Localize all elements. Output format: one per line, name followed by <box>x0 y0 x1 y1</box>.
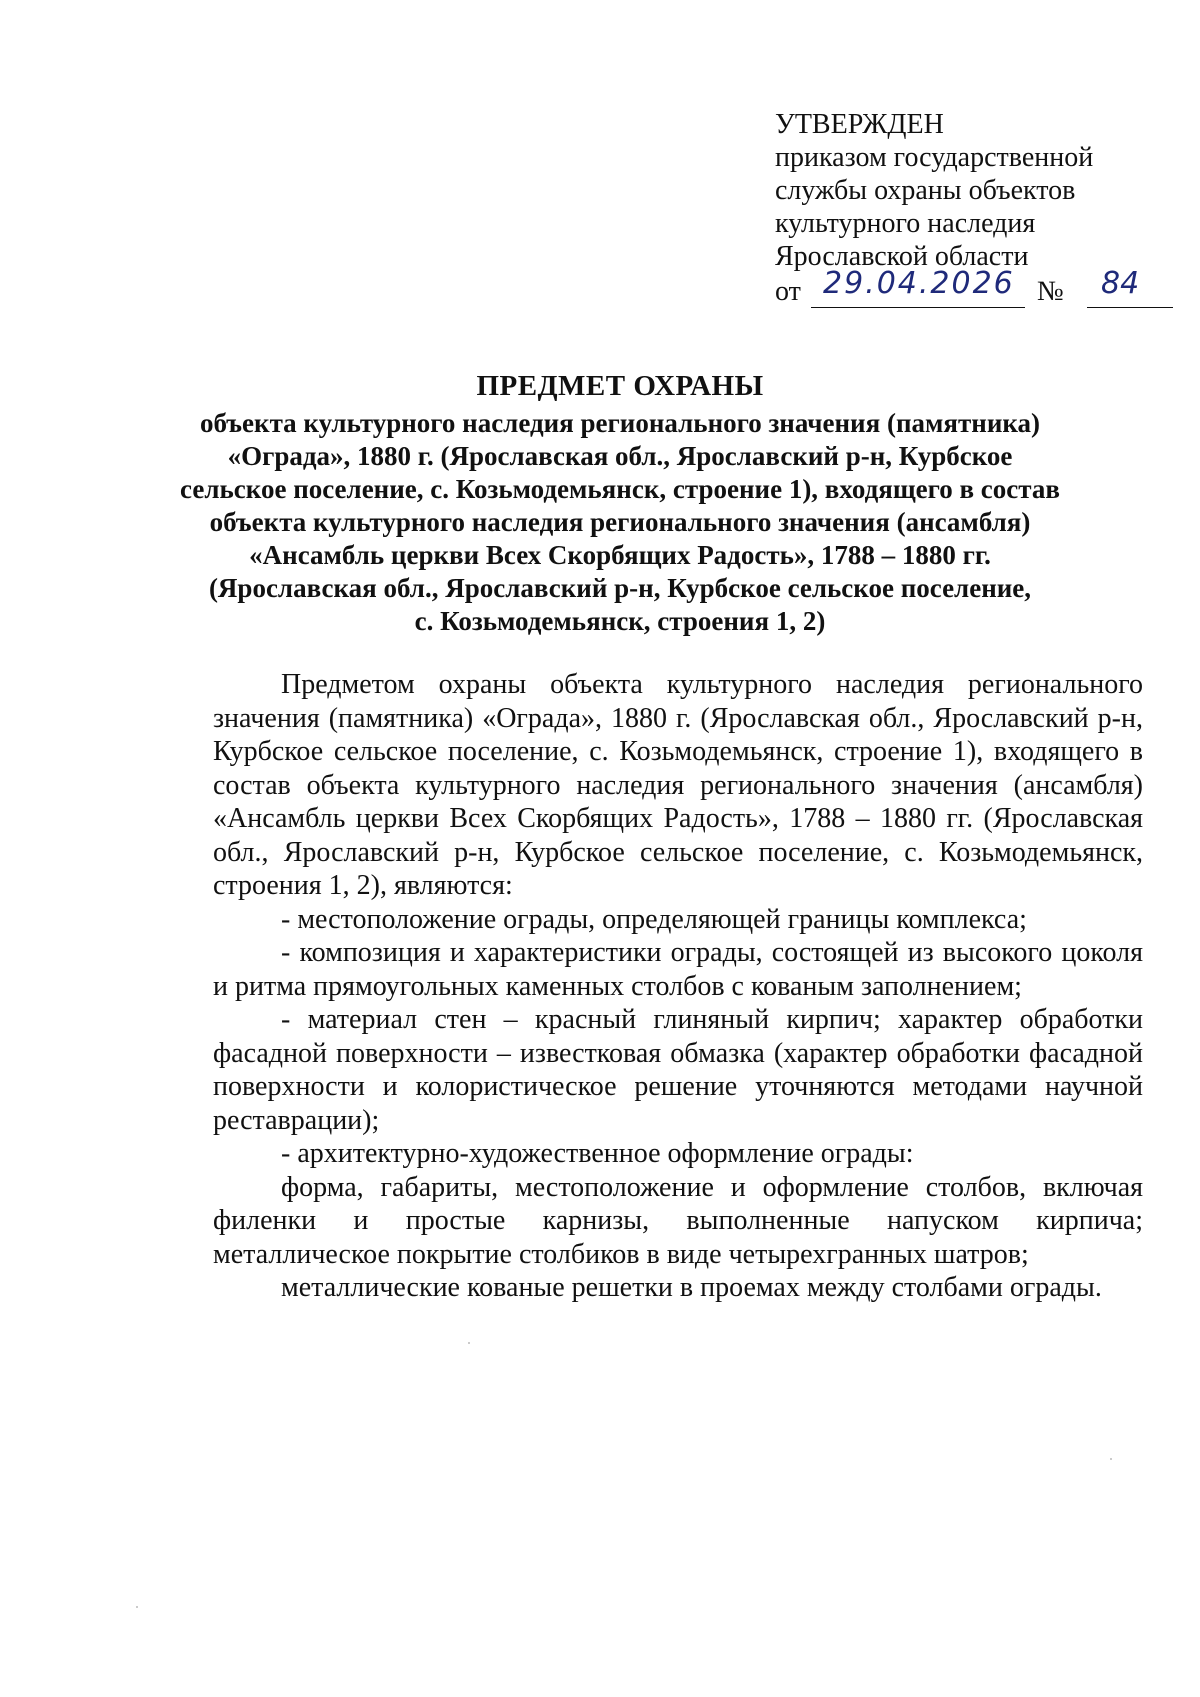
title-line-3: сельское поселение, с. Козьмодемьянск, строение 1), входящего в состав <box>180 474 1060 504</box>
title-line-4: объекта культурного наследия регионального значения (ансамбля) <box>209 507 1031 537</box>
handwritten-number: 84 <box>1101 266 1140 301</box>
handwritten-date: 29.04.2026 <box>823 266 1015 301</box>
list-item-decoration: - архитектурно-художественное оформление ограды: <box>281 1138 914 1169</box>
intro-paragraph: Предметом охраны объекта культурного наследия регионального значения (памятника) «Ограда», 1880 г. (Ярославская обл., Ярославский р-н, Курбское сельское поселение, с. Козьмодемьянск, строение 1), входящего в состав объекта культурного наследия регионального значения (ансамбля) «Ансамбль церкви Всех Скорбящих Радость», 1788 – 1880 гг. (Ярославская обл., Ярославский р-н, Курбское сельское поселение, с. Козьмодемьянск, строения 1, 2), являются: <box>213 669 1143 901</box>
title-line-7: с. Козьмодемьянск, строения 1, 2) <box>414 606 826 636</box>
number-sign: № <box>1037 276 1064 307</box>
list-item-location: - местоположение ограды, определяющей границы комплекса; <box>281 903 1027 935</box>
title-line-6: (Ярославская обл., Ярославский р-н, Курбское сельское поселение, <box>208 573 1032 603</box>
scan-speck <box>136 1606 138 1608</box>
approval-line-2: службы охраны объектов <box>775 175 1076 206</box>
number-field <box>1087 266 1173 308</box>
scan-speck <box>1110 1458 1112 1460</box>
date-prefix: от <box>775 276 801 307</box>
document-title-block <box>180 370 1060 638</box>
list-item-material: - материал стен – красный глиняный кирпич; характер обработки фасадной поверхности – известковая обмазка (характер обработки фасадной поверхности и колористическое решение уточняются методами научной реставрации); <box>213 1004 1143 1136</box>
document-body <box>213 668 1143 1305</box>
list-item-composition: - композиция и характеристики ограды, состоящей из высокого цоколя и ритма прямоугольных каменных столбов с кованым заполнением; <box>213 937 1143 1002</box>
approval-stamp-block <box>775 108 1155 309</box>
approval-date-line <box>775 266 1155 309</box>
approval-line-3: культурного наследия <box>775 208 1036 239</box>
title-line-1: объекта культурного наследия регионального значения (памятника) <box>199 408 1041 438</box>
scan-speck <box>468 1342 470 1344</box>
approval-line-4: Ярославской области <box>775 241 1029 272</box>
date-field <box>811 266 1025 308</box>
document-title: ПРЕДМЕТ ОХРАНЫ <box>476 370 764 402</box>
title-line-5: «Ансамбль церкви Всех Скорбящих Радость», 1788 – 1880 гг. <box>249 540 991 570</box>
approved-heading: УТВЕРЖДЕН <box>775 109 944 140</box>
sub-item-pillars: форма, габариты, местоположение и оформление столбов, включая филенки и простые карнизы, выполненные напуском кирпича; металлическое покрытие столбиков в виде четырехгранных шатров; <box>213 1171 1143 1270</box>
approval-line-1: приказом государственной <box>775 142 1094 173</box>
sub-item-grilles: металлические кованые решетки в проемах между столбами ограды. <box>281 1272 1102 1303</box>
title-line-2: «Ограда», 1880 г. (Ярославская обл., Ярославский р-н, Курбское <box>227 441 1013 471</box>
